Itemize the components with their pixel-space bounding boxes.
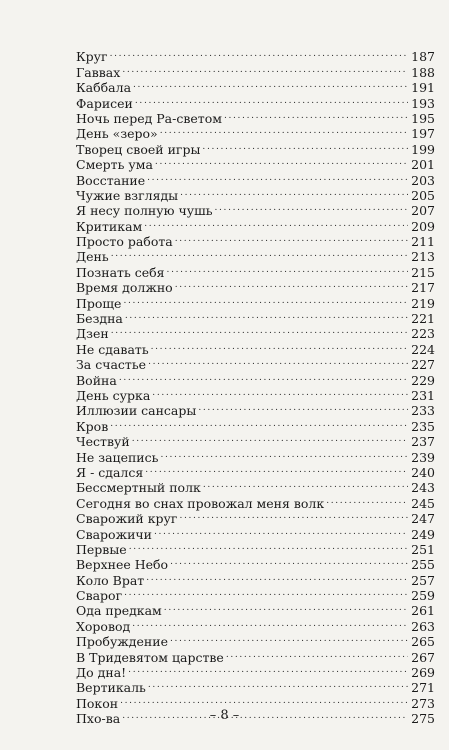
toc-entry-title: Хоровод xyxy=(76,618,131,634)
toc-entry-page: 263 xyxy=(411,618,435,634)
toc-entry-page: 251 xyxy=(411,541,435,557)
dot-leader xyxy=(111,246,408,261)
toc-entry-page: 247 xyxy=(411,511,435,527)
toc-entry-page: 199 xyxy=(411,141,435,157)
toc-entry-title: Гаввах xyxy=(76,64,121,80)
toc-entry-page: 221 xyxy=(411,311,435,327)
toc-entry-title: Проще xyxy=(76,295,122,311)
toc-entry xyxy=(76,46,435,65)
toc-entry-title: Вертикаль xyxy=(76,680,146,696)
toc-entry-title: Пхо-ва xyxy=(76,711,121,727)
toc-entry-page: 243 xyxy=(411,480,435,496)
toc-entry-page: 275 xyxy=(411,711,435,727)
dot-leader xyxy=(226,646,408,661)
dot-leader xyxy=(198,400,408,415)
toc-entry xyxy=(76,677,435,696)
toc-entry xyxy=(76,600,435,619)
toc-entry-title: Я несу полную чушь xyxy=(76,203,213,219)
dot-leader xyxy=(160,446,408,461)
dot-leader xyxy=(120,692,408,707)
dot-leader xyxy=(170,554,408,569)
toc-entry-title: Бездна xyxy=(76,311,123,327)
toc-entry-page: 201 xyxy=(411,157,435,173)
toc-entry-page: 213 xyxy=(411,249,435,265)
toc-entry-page: 211 xyxy=(411,234,435,250)
toc-entry xyxy=(76,385,435,403)
toc-entry-page: 240 xyxy=(411,464,435,480)
dot-leader xyxy=(111,323,408,338)
dot-leader xyxy=(179,508,408,523)
toc-entry xyxy=(76,692,435,711)
toc-entry-page: 229 xyxy=(411,372,435,388)
dot-leader xyxy=(146,569,408,584)
toc-entry-title: Иллюзии сансары xyxy=(76,403,197,419)
dot-leader xyxy=(135,92,408,107)
toc-entry xyxy=(76,415,435,434)
toc-entry-title: Пробуждение xyxy=(76,634,168,650)
toc-entry-page: 191 xyxy=(411,80,435,96)
dot-leader xyxy=(175,231,408,246)
toc-entry-title: В Тридевятом царстве xyxy=(76,649,224,665)
toc-entry-page: 224 xyxy=(411,341,435,357)
toc-entry-title: Ночь перед Ра-светом xyxy=(76,110,222,126)
toc-entry-title: Сварожичи xyxy=(76,526,153,542)
toc-entry-title: Время должно xyxy=(76,280,173,296)
toc-entry xyxy=(76,554,435,573)
toc-entry-page: 235 xyxy=(411,418,435,434)
toc-entry-title: День xyxy=(76,249,109,265)
toc-entry-page: 227 xyxy=(411,357,435,373)
toc-entry-title: Коло Врат xyxy=(76,572,145,588)
toc-entry-page: 203 xyxy=(411,172,435,188)
dot-leader xyxy=(154,523,408,538)
toc-entry-title: Круг xyxy=(76,49,108,65)
dot-leader xyxy=(148,677,408,692)
toc-entry-page: 259 xyxy=(411,588,435,604)
toc-entry-page: 223 xyxy=(411,326,435,342)
toc-entry-title: Дзен xyxy=(76,326,109,342)
toc-entry xyxy=(76,323,435,342)
toc-entry-page: 249 xyxy=(411,526,435,542)
dot-leader xyxy=(170,631,408,646)
toc-entry-page: 239 xyxy=(411,449,435,465)
dot-leader xyxy=(326,492,408,507)
toc-entry-title: Сварожий круг xyxy=(76,511,178,527)
dot-leader xyxy=(144,215,408,230)
table-of-contents xyxy=(76,46,435,727)
toc-entry-page: 271 xyxy=(411,680,435,696)
toc-entry-page: 207 xyxy=(411,203,435,219)
dot-leader xyxy=(160,123,408,138)
toc-entry-title: Чествуй xyxy=(76,434,130,450)
dot-leader xyxy=(129,539,408,554)
dot-leader xyxy=(147,169,408,184)
toc-entry-title: Критикам xyxy=(76,218,143,234)
dot-leader xyxy=(145,462,408,477)
dot-leader xyxy=(128,662,408,677)
toc-entry-page: 219 xyxy=(411,295,435,311)
dot-leader xyxy=(148,354,408,369)
page-number: – 8 – xyxy=(209,708,240,723)
toc-entry xyxy=(76,662,435,681)
toc-entry xyxy=(76,585,435,604)
toc-entry-page: 245 xyxy=(411,495,435,511)
toc-entry-page: 233 xyxy=(411,403,435,419)
toc-entry-title: Познать себя xyxy=(76,264,165,280)
toc-entry-page: 257 xyxy=(411,572,435,588)
dot-leader xyxy=(110,46,409,61)
toc-entry-title: Бессмертный полк xyxy=(76,480,201,496)
toc-entry-title: Покон xyxy=(76,695,119,711)
toc-entry-title: Я - сдался xyxy=(76,464,144,480)
toc-entry-page: 187 xyxy=(411,49,435,65)
dot-leader xyxy=(151,338,409,353)
toc-entry-page: 231 xyxy=(411,387,435,403)
dot-leader xyxy=(122,61,408,76)
toc-entry-title: Сварог xyxy=(76,588,123,604)
toc-entry-title: Ода предкам xyxy=(76,603,162,619)
toc-entry-title: День сурка xyxy=(76,387,151,403)
dot-leader xyxy=(203,477,408,492)
toc-entry xyxy=(76,369,435,388)
toc-entry-page: 255 xyxy=(411,557,435,573)
toc-entry-title: До дна! xyxy=(76,665,127,681)
toc-entry-title: Творец своей игры xyxy=(76,141,201,157)
toc-entry-page: 269 xyxy=(411,665,435,681)
dot-leader xyxy=(123,292,408,307)
toc-entry-title: Фарисеи xyxy=(76,95,133,111)
dot-leader xyxy=(132,431,408,446)
toc-entry xyxy=(76,261,435,280)
dot-leader xyxy=(110,415,408,430)
toc-entry-page: 261 xyxy=(411,603,435,619)
toc-entry-title: Восстание xyxy=(76,172,146,188)
dot-leader xyxy=(167,261,409,276)
dot-leader xyxy=(164,600,408,615)
dot-leader xyxy=(133,77,408,92)
toc-entry-title: Не сдавать xyxy=(76,341,149,357)
toc-entry-page: 195 xyxy=(411,110,435,126)
toc-entry-title: Война xyxy=(76,372,117,388)
dot-leader xyxy=(224,108,408,123)
toc-entry xyxy=(76,431,435,450)
toc-entry xyxy=(76,77,435,96)
toc-entry xyxy=(76,338,435,357)
dot-leader xyxy=(124,585,408,600)
toc-entry-page: 217 xyxy=(411,280,435,296)
toc-entry-title: Смерть ума xyxy=(76,157,153,173)
toc-entry-page: 205 xyxy=(411,187,435,203)
dot-leader xyxy=(155,154,408,169)
toc-entry-page: 197 xyxy=(411,126,435,142)
toc-entry-title: Каббала xyxy=(76,80,132,96)
toc-entry-page: 237 xyxy=(411,434,435,450)
dot-leader xyxy=(202,138,408,153)
toc-entry-page: 193 xyxy=(411,95,435,111)
dot-leader xyxy=(119,369,408,384)
toc-entry-page: 267 xyxy=(411,649,435,665)
toc-entry-title: День «зеро» xyxy=(76,126,158,142)
toc-entry xyxy=(76,61,435,80)
toc-entry-title: За счастье xyxy=(76,357,147,373)
toc-entry-title: Верхнее Небо xyxy=(76,557,169,573)
toc-entry-title: Первые xyxy=(76,541,127,557)
dot-leader xyxy=(125,308,408,323)
dot-leader xyxy=(152,385,408,400)
dot-leader xyxy=(175,277,408,292)
toc-entry-title: Просто работа xyxy=(76,234,173,250)
toc-entry-title: Чужие взгляды xyxy=(76,187,179,203)
toc-entry xyxy=(76,246,435,265)
dot-leader xyxy=(132,615,408,630)
toc-entry-page: 265 xyxy=(411,634,435,650)
dot-leader xyxy=(215,200,409,215)
dot-leader xyxy=(180,185,408,200)
toc-entry-page: 209 xyxy=(411,218,435,234)
toc-entry-title: Кров xyxy=(76,418,109,434)
toc-entry-title: Сегодня во снах провожал меня волк xyxy=(76,495,325,511)
toc-entry xyxy=(76,308,435,327)
toc-entry-title: Не зацепись xyxy=(76,449,159,465)
toc-entry xyxy=(76,539,435,557)
toc-entry xyxy=(76,292,435,311)
toc-entry-page: 215 xyxy=(411,264,435,280)
toc-entry-page: 188 xyxy=(411,64,435,80)
toc-entry-page: 273 xyxy=(411,695,435,711)
